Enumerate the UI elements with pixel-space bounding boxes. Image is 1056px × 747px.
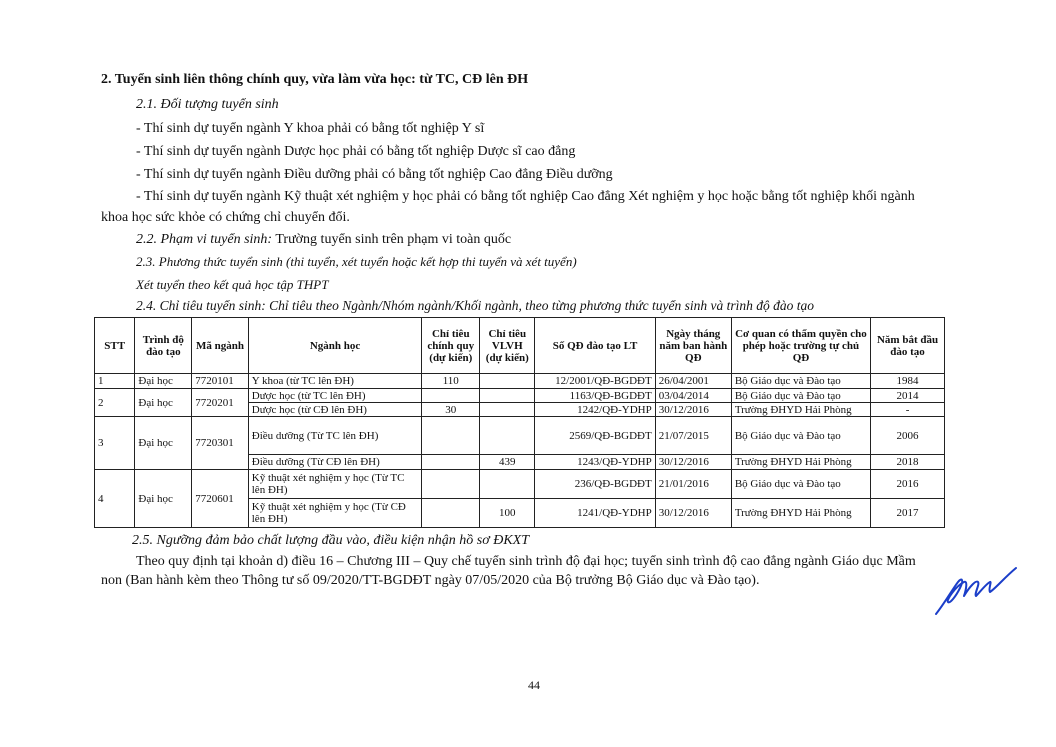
s22-text: Trường tuyển sinh trên phạm vi toàn quốc [272,232,512,247]
subsection-2-1: 2.1. Đối tượng tuyển sinh [136,97,279,112]
major-cell: Y khoa (từ TC lên ĐH) [248,374,422,389]
start-year-cell: 2017 [871,499,945,528]
quota-vlvh-cell [480,470,535,499]
decision-cell: 1241/QĐ-YDHP [535,499,655,528]
quota-cq-cell: 30 [422,403,480,417]
level-cell: Đại học [135,417,192,470]
quota-cq-cell [422,417,480,455]
major-cell: Kỹ thuật xét nghiệm y học (Từ TC lên ĐH) [248,470,422,499]
date-cell: 30/12/2016 [655,403,731,417]
table-row [95,417,945,455]
quota-vlvh-cell [480,374,535,389]
agency-cell: Bộ Giáo dục và Đào tạo [731,470,870,499]
stt-cell: 1 [95,374,135,389]
start-year-cell: 2018 [871,455,945,470]
table-row [95,470,945,499]
bullet-2: - Thí sinh dự tuyển ngành Dược học phải có bằng tốt nghiệp Dược sĩ cao đẳng [136,144,576,159]
date-cell: 21/01/2016 [655,470,731,499]
major-cell: Dược học (từ CĐ lên ĐH) [248,403,422,417]
col-date: Ngày tháng năm ban hành QĐ [655,318,731,374]
code-cell: 7720101 [192,374,248,389]
decision-cell: 1242/QĐ-YDHP [535,403,655,417]
quota-cq-cell [422,470,480,499]
col-level: Trình độ đào tạo [135,318,192,374]
level-cell: Đại học [135,389,192,417]
col-decision: Số QĐ đào tạo LT [535,318,655,374]
handwritten-signature [930,560,1025,625]
decision-cell: 12/2001/QĐ-BGDĐT [535,374,655,389]
col-quota-vlvh: Chỉ tiêu VLVH (dự kiến) [480,318,535,374]
quota-vlvh-cell [480,389,535,403]
quota-cq-cell: 110 [422,374,480,389]
quota-vlvh-cell [480,403,535,417]
agency-cell: Bộ Giáo dục và Đào tạo [731,389,870,403]
paragraph-line-1: Theo quy định tại khoản d) điều 16 – Chương III – Quy chế tuyển sinh trình độ đại học; tuyển sinh trình độ cao đẳng ngành Giáo dục Mầm [136,554,916,569]
subsection-2-5: 2.5. Ngưỡng đảm bảo chất lượng đầu vào, điều kiện nhận hồ sơ ĐKXT [132,533,529,548]
start-year-cell: 2016 [871,470,945,499]
subsection-2-2 [136,231,511,249]
start-year-cell: - [871,403,945,417]
table-row [95,389,945,403]
code-cell: 7720301 [192,417,248,470]
date-cell: 30/12/2016 [655,499,731,528]
s22-label: 2.2. Phạm vi tuyển sinh: [136,232,273,247]
level-cell: Đại học [135,470,192,528]
enrollment-table [94,317,945,528]
col-start-year: Năm bắt đầu đào tạo [871,318,945,374]
col-major: Ngành học [248,318,422,374]
stt-cell: 3 [95,417,135,470]
start-year-cell: 1984 [871,374,945,389]
bullet-1: - Thí sinh dự tuyển ngành Y khoa phải có bằng tốt nghiệp Y sĩ [136,121,485,136]
decision-cell: 2569/QĐ-BGDĐT [535,417,655,455]
stt-cell: 4 [95,470,135,528]
stt-cell: 2 [95,389,135,417]
date-cell: 30/12/2016 [655,455,731,470]
quota-cq-cell [422,499,480,528]
quota-cq-cell [422,389,480,403]
quota-vlvh-cell: 100 [480,499,535,528]
quota-vlvh-cell: 439 [480,455,535,470]
section-heading: 2. Tuyển sinh liên thông chính quy, vừa làm vừa học: từ TC, CĐ lên ĐH [101,72,529,87]
subsection-2-3-method: Xét tuyển theo kết quả học tập THPT [136,277,329,292]
decision-cell: 1163/QĐ-BGDĐT [535,389,655,403]
bullet-4: - Thí sinh dự tuyển ngành Kỹ thuật xét nghiệm y học phải có bằng tốt nghiệp Cao đẳng Xét nghiệm y học hoặc bằng tốt nghiệp khối ngành [136,189,915,204]
page-number: 44 [528,678,540,692]
major-cell: Điều dưỡng (Từ CĐ lên ĐH) [248,455,422,470]
level-cell: Đại học [135,374,192,389]
agency-cell: Trường ĐHYD Hải Phòng [731,403,870,417]
major-cell: Điều dưỡng (Từ TC lên ĐH) [248,417,422,455]
code-cell: 7720601 [192,470,248,528]
date-cell: 03/04/2014 [655,389,731,403]
bullet-4-cont: khoa học sức khỏe có chứng chỉ chuyển đổi. [101,210,350,225]
col-code: Mã ngành [192,318,248,374]
agency-cell: Bộ Giáo dục và Đào tạo [731,374,870,389]
bullet-3: - Thí sinh dự tuyển ngành Điều dưỡng phải có bằng tốt nghiệp Cao đẳng Điều dưỡng [136,167,613,182]
date-cell: 21/07/2015 [655,417,731,455]
table-row [95,374,945,389]
col-stt: STT [95,318,135,374]
paragraph-line-2: non (Ban hành kèm theo Thông tư số 09/2020/TT-BGDĐT ngày 07/05/2020 của Bộ trưởng Bộ Giáo dục và Đào tạo). [101,573,760,588]
table-header-row [95,318,945,374]
col-quota-cq: Chỉ tiêu chính quy (dự kiến) [422,318,480,374]
date-cell: 26/04/2001 [655,374,731,389]
decision-cell: 236/QĐ-BGDĐT [535,470,655,499]
start-year-cell: 2014 [871,389,945,403]
col-agency: Cơ quan có thẩm quyền cho phép hoặc trường tự chủ QĐ [731,318,870,374]
quota-vlvh-cell [480,417,535,455]
agency-cell: Bộ Giáo dục và Đào tạo [731,417,870,455]
code-cell: 7720201 [192,389,248,417]
agency-cell: Trường ĐHYD Hải Phòng [731,499,870,528]
subsection-2-4: 2.4. Chỉ tiêu tuyển sinh: Chỉ tiêu theo Ngành/Nhóm ngành/Khối ngành, theo từng phương thức tuyển sinh và trình độ đào tạo [136,298,815,313]
major-cell: Dược học (từ TC lên ĐH) [248,389,422,403]
agency-cell: Trường ĐHYD Hải Phòng [731,455,870,470]
quota-cq-cell [422,455,480,470]
decision-cell: 1243/QĐ-YDHP [535,455,655,470]
start-year-cell: 2006 [871,417,945,455]
subsection-2-3: 2.3. Phương thức tuyển sinh (thi tuyển, xét tuyển hoặc kết hợp thi tuyển và xét tuyển) [136,254,577,269]
major-cell: Kỹ thuật xét nghiệm y học (Từ CĐ lên ĐH) [248,499,422,528]
